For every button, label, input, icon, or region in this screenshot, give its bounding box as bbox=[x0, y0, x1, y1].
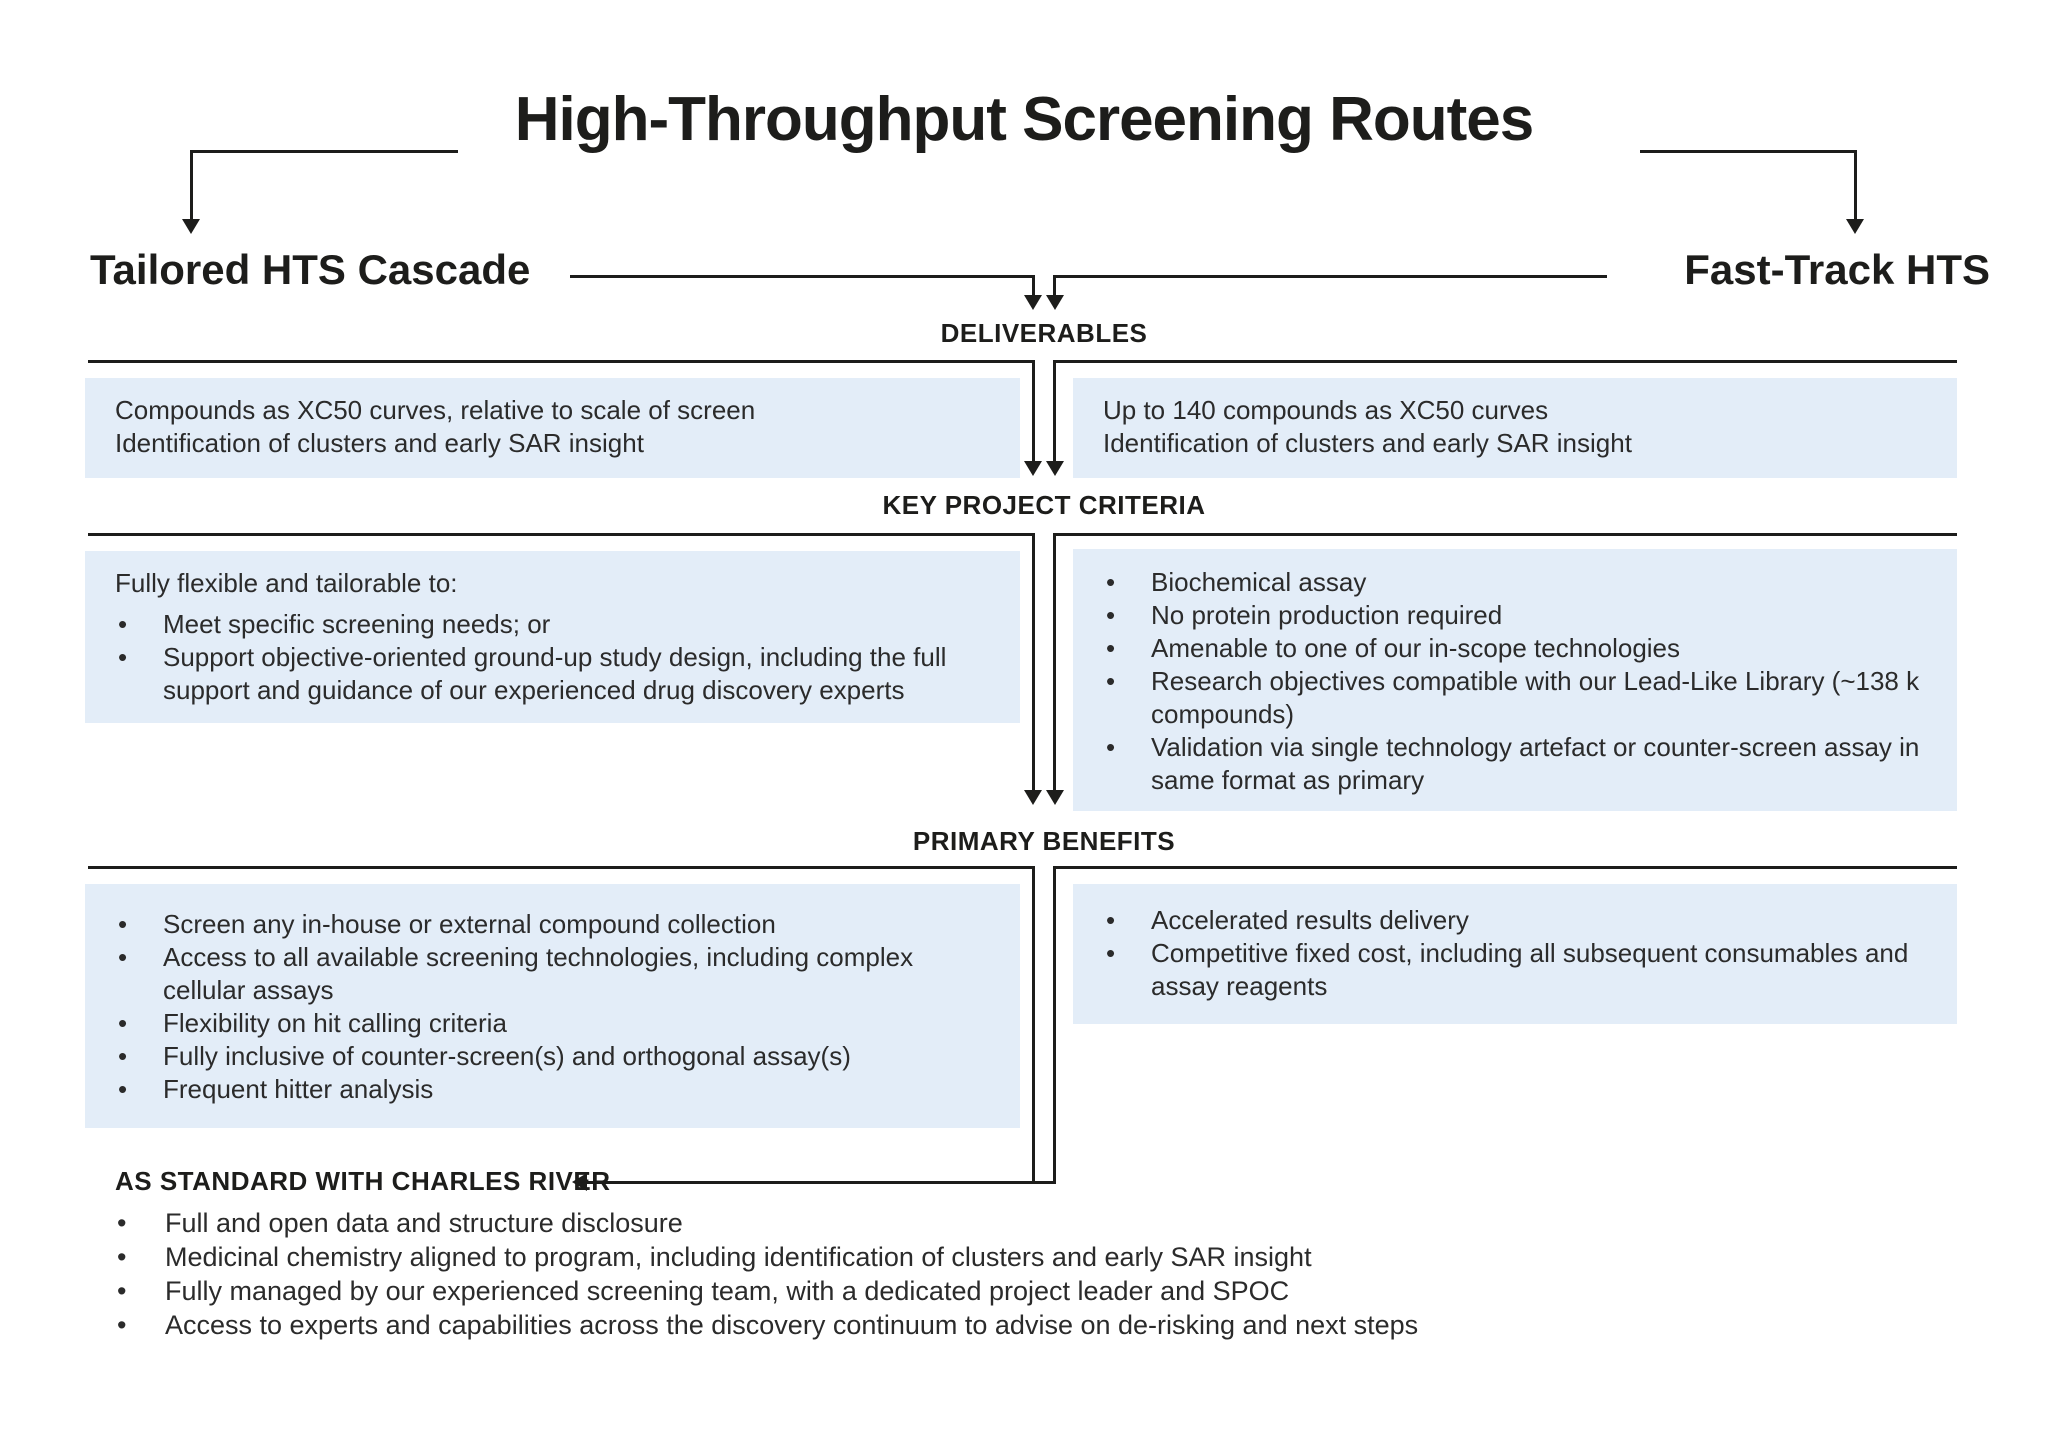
route-label-fast-track-hts: Fast-Track HTS bbox=[1684, 246, 1990, 293]
criteria-right-panel bbox=[1073, 549, 1957, 811]
arrow-down-icon bbox=[1046, 295, 1064, 310]
route-left-connector-line bbox=[1032, 275, 1035, 297]
title-right-connector-line bbox=[1854, 150, 1857, 221]
flow-line-left bbox=[1032, 360, 1035, 462]
list-item: • Access to experts and capabilities across the discovery continuum to advise on de-risking and next steps bbox=[115, 1308, 1715, 1342]
flow-line-right bbox=[1053, 533, 1056, 791]
route-right-connector-line bbox=[1053, 275, 1607, 278]
list-item: • Screen any in-house or external compound collection bbox=[115, 908, 1002, 941]
list-item: • Full and open data and structure disclosure bbox=[115, 1206, 1715, 1240]
arrow-down-icon bbox=[1046, 790, 1064, 805]
arrow-down-icon bbox=[182, 219, 200, 234]
section-rule bbox=[1053, 360, 1957, 363]
benefits-left-list bbox=[115, 908, 1002, 1106]
list-item: • Support objective-oriented ground-up study design, including the full support and guidance of our experienced drug discovery experts bbox=[115, 641, 1000, 707]
route-label-tailored-hts-cascade: Tailored HTS Cascade bbox=[90, 246, 531, 293]
panel-text-line: Identification of clusters and early SAR insight bbox=[1103, 428, 1632, 458]
list-item: • Medicinal chemistry aligned to program, including identification of clusters and early SAR insight bbox=[115, 1240, 1715, 1274]
section-rule bbox=[88, 533, 1035, 536]
page-title: High-Throughput Screening Routes bbox=[514, 85, 1534, 154]
flow-line-left bbox=[1032, 866, 1035, 1184]
benefits-left-panel bbox=[85, 884, 1020, 1128]
footer-heading-as-standard: AS STANDARD WITH CHARLES RIVER bbox=[115, 1166, 611, 1196]
criteria-left-panel bbox=[85, 551, 1020, 723]
criteria-left-list bbox=[115, 608, 1000, 707]
list-item: • Access to all available screening technologies, including complex cellular assays bbox=[115, 941, 1002, 1007]
list-item: • No protein production required bbox=[1103, 599, 1939, 632]
flow-line-right bbox=[1053, 360, 1056, 462]
section-rule bbox=[1053, 866, 1957, 869]
deliverables-right-panel bbox=[1073, 378, 1957, 478]
section-rule bbox=[88, 360, 1035, 363]
section-heading-primary-benefits: PRIMARY BENEFITS bbox=[912, 826, 1176, 856]
list-item: • Accelerated results delivery bbox=[1103, 904, 1939, 937]
section-heading-deliverables: DELIVERABLES bbox=[940, 318, 1148, 348]
arrow-down-icon bbox=[1024, 295, 1042, 310]
benefits-right-list bbox=[1103, 904, 1939, 1003]
route-right-connector-line bbox=[1053, 275, 1056, 297]
flow-line-left bbox=[1032, 533, 1035, 791]
section-heading-key-project-criteria: KEY PROJECT CRITERIA bbox=[882, 490, 1206, 520]
arrow-down-icon bbox=[1846, 219, 1864, 234]
footer-list bbox=[115, 1206, 1715, 1342]
list-item: • Research objectives compatible with our Lead-Like Library (~138 k compounds) bbox=[1103, 665, 1939, 731]
list-item: • Flexibility on hit calling criteria bbox=[115, 1007, 1002, 1040]
list-item: • Fully managed by our experienced screening team, with a dedicated project leader and SPOC bbox=[115, 1274, 1715, 1308]
section-rule bbox=[88, 866, 1035, 869]
deliverables-left-panel bbox=[85, 378, 1020, 478]
list-item: • Competitive fixed cost, including all subsequent consumables and assay reagents bbox=[1103, 937, 1939, 1003]
panel-text-line: Compounds as XC50 curves, relative to scale of screen bbox=[115, 395, 756, 425]
benefits-right-panel bbox=[1073, 884, 1957, 1024]
list-item: • Amenable to one of our in-scope technologies bbox=[1103, 632, 1939, 665]
list-item: • Frequent hitter analysis bbox=[115, 1073, 1002, 1106]
list-item: • Validation via single technology artefact or counter-screen assay in same format as primary bbox=[1103, 731, 1939, 797]
criteria-right-list bbox=[1103, 566, 1939, 797]
title-right-connector-line bbox=[1640, 150, 1857, 153]
title-left-connector-line bbox=[192, 150, 458, 153]
list-item: • Biochemical assay bbox=[1103, 566, 1939, 599]
panel-intro-text: Fully flexible and tailorable to: bbox=[115, 568, 458, 598]
panel-text-line: Up to 140 compounds as XC50 curves bbox=[1103, 395, 1549, 425]
list-item: • Fully inclusive of counter-screen(s) and orthogonal assay(s) bbox=[115, 1040, 1002, 1073]
title-left-connector-line bbox=[190, 150, 193, 221]
panel-text-line: Identification of clusters and early SAR insight bbox=[115, 428, 644, 458]
arrow-down-icon bbox=[1024, 461, 1042, 476]
flow-line-right bbox=[1053, 866, 1056, 1184]
route-left-connector-line bbox=[570, 275, 1035, 278]
arrow-down-icon bbox=[1046, 461, 1064, 476]
list-item: • Meet specific screening needs; or bbox=[115, 608, 1000, 641]
arrow-down-icon bbox=[1024, 790, 1042, 805]
footer-connector-line bbox=[587, 1181, 1056, 1184]
section-rule bbox=[1053, 533, 1957, 536]
